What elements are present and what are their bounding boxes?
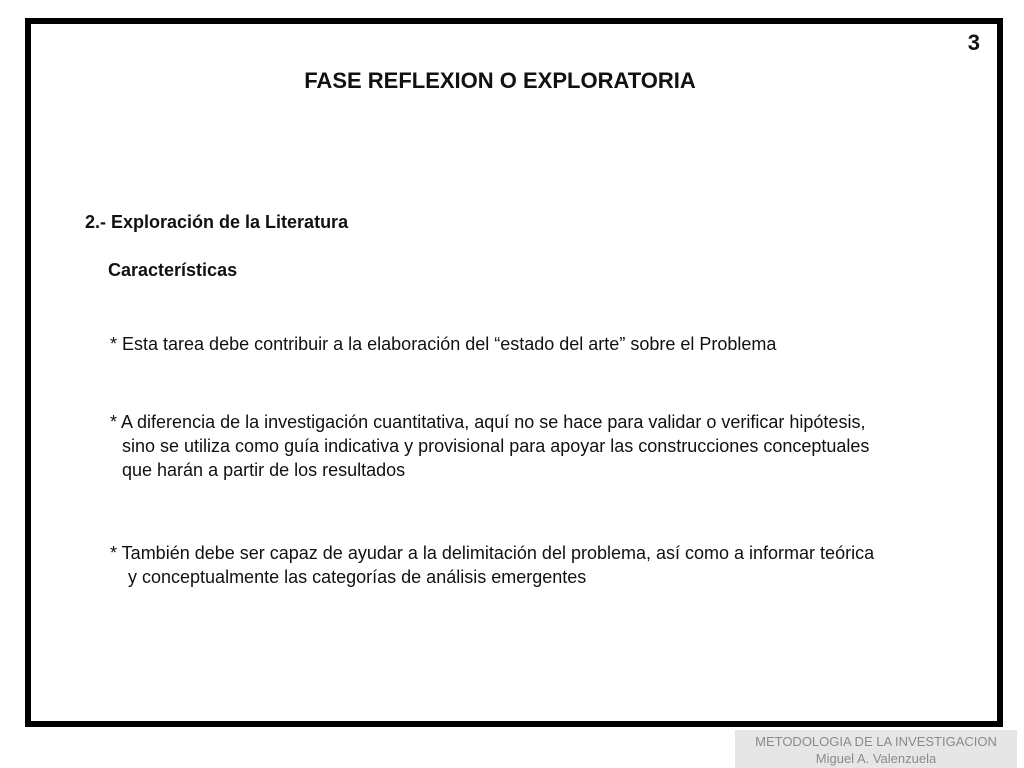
bullet-text-line: * Esta tarea debe contribuir a la elaboración del “estado del arte” sobre el Problema xyxy=(110,334,777,354)
slide-title: FASE REFLEXION O EXPLORATORIA xyxy=(304,68,696,93)
subheading-caracteristicas: Características xyxy=(108,260,238,280)
section-heading: 2.- Exploración de la Literatura xyxy=(85,212,349,232)
bullet-text-line: * También debe ser capaz de ayudar a la delimitación del problema, así como a informar teórica xyxy=(110,543,875,563)
bullet-item xyxy=(110,332,776,356)
bullet-text-line: y conceptualmente las categorías de análisis emergentes xyxy=(128,567,587,587)
slide-number: 3 xyxy=(967,30,980,55)
bullet-text-line: sino se utiliza como guía indicativa y provisional para apoyar las construcciones conceptuales xyxy=(122,436,870,456)
footer-badge xyxy=(735,730,1017,768)
bullet-text-line: * A diferencia de la investigación cuantitativa, aquí no se hace para validar o verificar hipótesis, xyxy=(110,412,866,432)
footer-author: Miguel A. Valenzuela xyxy=(815,751,937,766)
bullet-text-line: que harán a partir de los resultados xyxy=(122,460,406,480)
bullet-item xyxy=(110,410,869,482)
footer-course: METODOLOGIA DE LA INVESTIGACION xyxy=(755,734,997,749)
slide-frame xyxy=(25,18,1003,727)
bullet-item xyxy=(110,541,874,589)
